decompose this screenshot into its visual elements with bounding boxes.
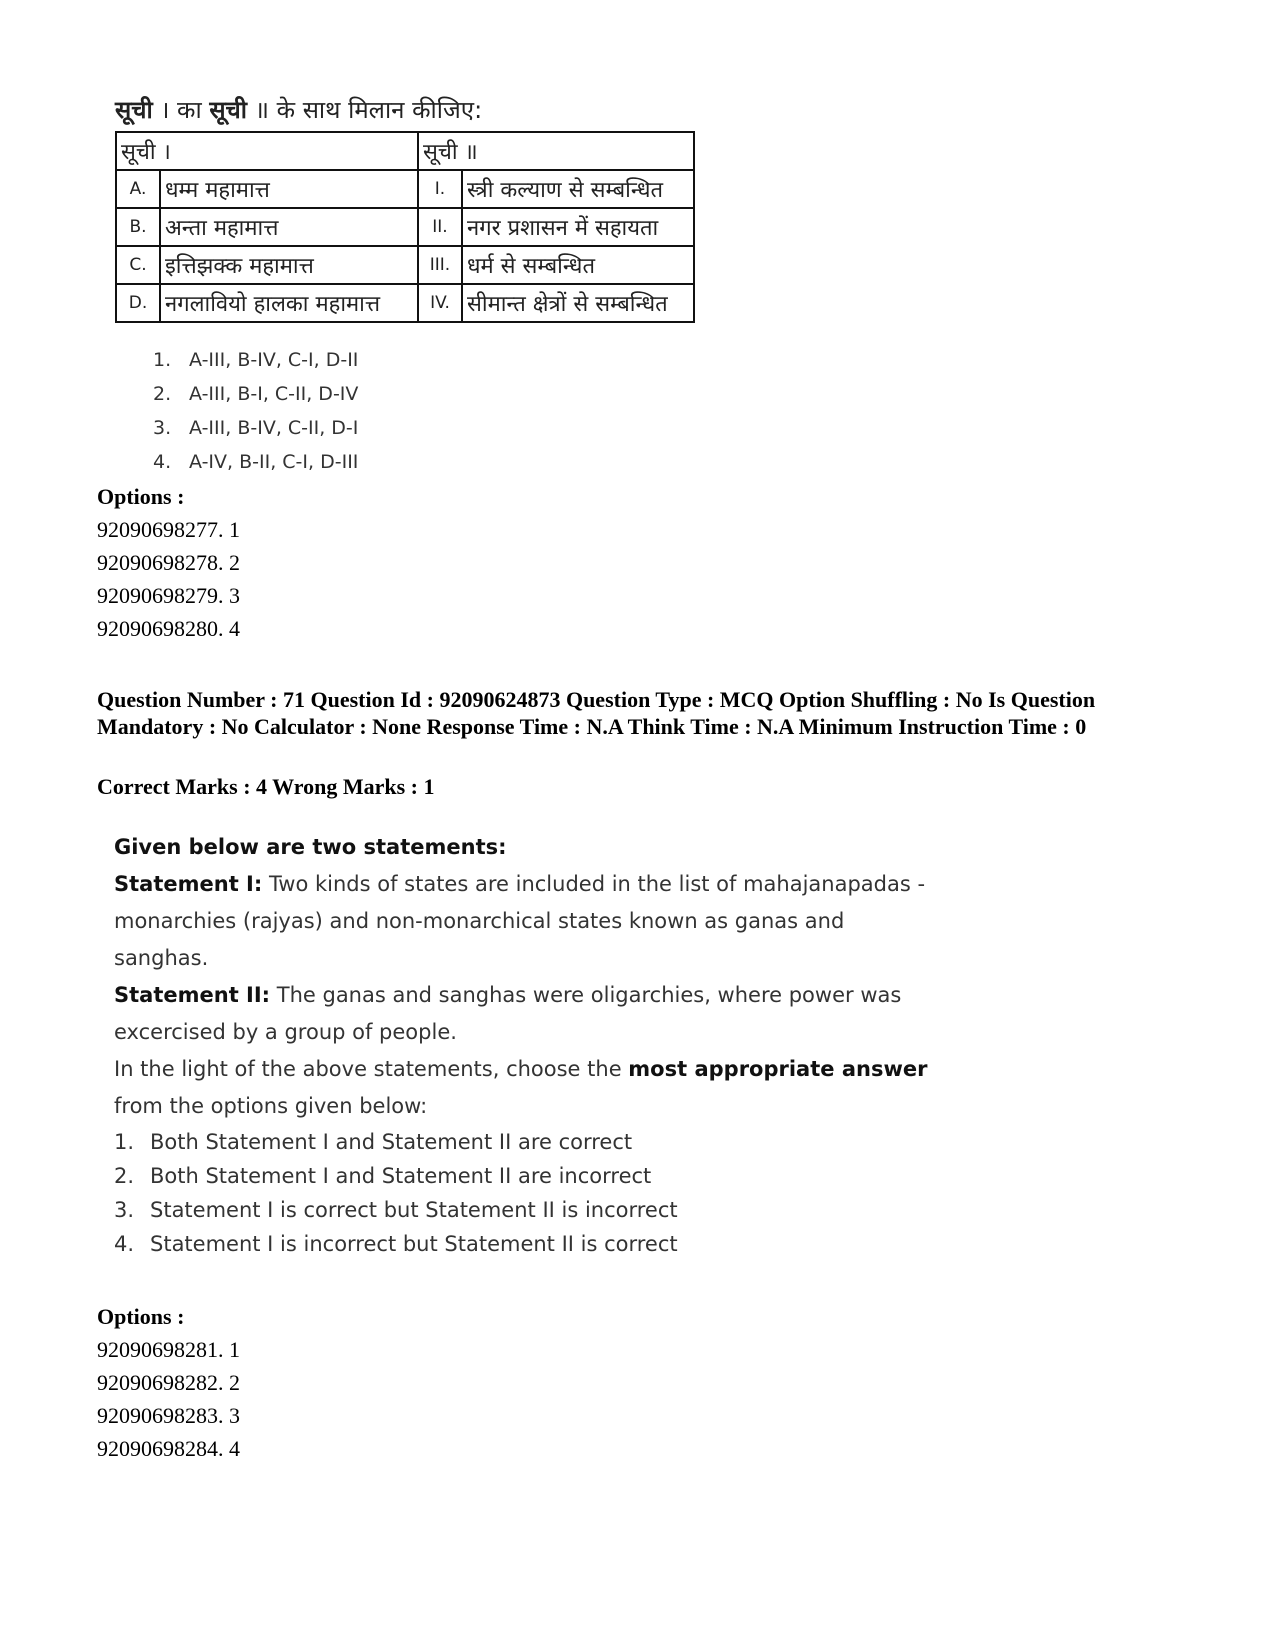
list-item — [114, 1159, 934, 1193]
list-1-item: धम्म महामात्त — [160, 170, 418, 208]
choice-number: 3. — [153, 417, 172, 439]
instruction-bold: most appropriate answer — [628, 1057, 928, 1081]
list-item — [114, 1193, 934, 1227]
instruction-text: from the options given below: — [114, 1094, 428, 1118]
table-row — [116, 246, 694, 284]
choice-text: A-III, B-I, C-II, D-IV — [189, 383, 359, 405]
list-item — [114, 1227, 934, 1261]
list-item — [153, 377, 358, 411]
table-row — [116, 284, 694, 322]
choice-text: A-III, B-IV, C-II, D-I — [189, 417, 359, 439]
list-2-item: सीमान्त क्षेत्रों से सम्बन्धित — [462, 284, 694, 322]
list-item — [153, 445, 358, 479]
q1-heading-part: ॥ के साथ मिलान कीजिए: — [247, 96, 483, 124]
row-index: A. — [116, 170, 160, 208]
choice-text: Statement I is correct but Statement II is incorrect — [150, 1198, 678, 1222]
option-line: 92090698284. 4 — [97, 1436, 240, 1461]
choice-number: 4. — [153, 451, 172, 473]
row-roman-index: IV. — [418, 284, 462, 322]
statement-2-label: Statement II: — [114, 983, 271, 1007]
marks-line: Correct Marks : 4 Wrong Marks : 1 — [97, 774, 435, 799]
list-item — [114, 1125, 934, 1159]
list-1-item: नगलावियो हालका महामात्त — [160, 284, 418, 322]
choice-number: 1. — [153, 349, 172, 371]
choice-number: 4. — [114, 1232, 135, 1256]
options-title: Options : — [97, 1304, 185, 1329]
statement-2 — [114, 977, 934, 1051]
row-index: C. — [116, 246, 160, 284]
choice-text: A-IV, B-II, C-I, D-III — [189, 451, 359, 473]
list-2-header: सूची ॥ — [418, 132, 694, 170]
row-index: B. — [116, 208, 160, 246]
option-line: 92090698281. 1 — [97, 1337, 240, 1362]
options-title: Options : — [97, 484, 185, 509]
q1-answer-choices — [153, 343, 358, 479]
q2-intro-text: Given below are two statements: — [114, 835, 507, 859]
table-row — [116, 208, 694, 246]
row-roman-index: I. — [418, 170, 462, 208]
choice-number: 2. — [114, 1164, 135, 1188]
statement-1-label: Statement I: — [114, 872, 263, 896]
q2-answer-choices — [114, 1125, 934, 1261]
statement-1-text: Two kinds of states are included in the list of mahajanapadas - monarchies (rajyas) and non-monarchical states known as ganas and sanghas. — [114, 872, 926, 970]
row-roman-index: III. — [418, 246, 462, 284]
choice-number: 1. — [114, 1130, 135, 1154]
choice-text: Both Statement I and Statement II are correct — [150, 1130, 633, 1154]
q1-heading-part: । का — [152, 96, 210, 124]
instruction — [114, 1051, 934, 1125]
list-1-item: अन्ता महामात्त — [160, 208, 418, 246]
statement-2-text: The ganas and sanghas were oligarchies, where power was excercised by a group of people. — [114, 983, 902, 1044]
list-2-item: स्त्री कल्याण से सम्बन्धित — [462, 170, 694, 208]
q2-question-image — [114, 829, 934, 1261]
table-header-row — [116, 132, 694, 170]
list-1-item: इत्तिझक्क महामात्त — [160, 246, 418, 284]
q1-heading-part: सूची — [115, 96, 153, 124]
option-line: 92090698278. 2 — [97, 550, 240, 575]
choice-text: Both Statement I and Statement II are incorrect — [150, 1164, 652, 1188]
choice-number: 3. — [114, 1198, 135, 1222]
table-row — [116, 170, 694, 208]
instruction-text: In the light of the above statements, choose the — [114, 1057, 629, 1081]
list-2-item: नगर प्रशासन में सहायता — [462, 208, 694, 246]
row-index: D. — [116, 284, 160, 322]
option-line: 92090698280. 4 — [97, 616, 240, 641]
list-item — [153, 411, 358, 445]
row-roman-index: II. — [418, 208, 462, 246]
q1-heading-part: सूची — [209, 96, 248, 124]
match-table — [115, 131, 695, 323]
option-line: 92090698283. 3 — [97, 1403, 240, 1428]
choice-text: Statement I is incorrect but Statement II is correct — [150, 1232, 678, 1256]
list-item — [153, 343, 358, 377]
q1-question-image — [115, 95, 715, 323]
list-2-item: धर्म से सम्बन्धित — [462, 246, 694, 284]
q2-options — [97, 1300, 240, 1465]
q1-options — [97, 480, 240, 645]
q1-heading — [115, 95, 715, 129]
option-line: 92090698282. 2 — [97, 1370, 240, 1395]
choice-number: 2. — [153, 383, 172, 405]
choice-text: A-III, B-IV, C-I, D-II — [189, 349, 359, 371]
list-1-header: सूची । — [116, 132, 418, 170]
option-line: 92090698279. 3 — [97, 583, 240, 608]
q2-intro — [114, 829, 934, 866]
option-line: 92090698277. 1 — [97, 517, 240, 542]
question-metadata: Question Number : 71 Question Id : 92090624873 Question Type : MCQ Option Shuffling : No Is Question Mandatory : No Calculator : None Response Time : N.A Think Time : N.A Minimum Instruction Time : 0 — [97, 687, 1096, 739]
statement-1 — [114, 866, 934, 977]
